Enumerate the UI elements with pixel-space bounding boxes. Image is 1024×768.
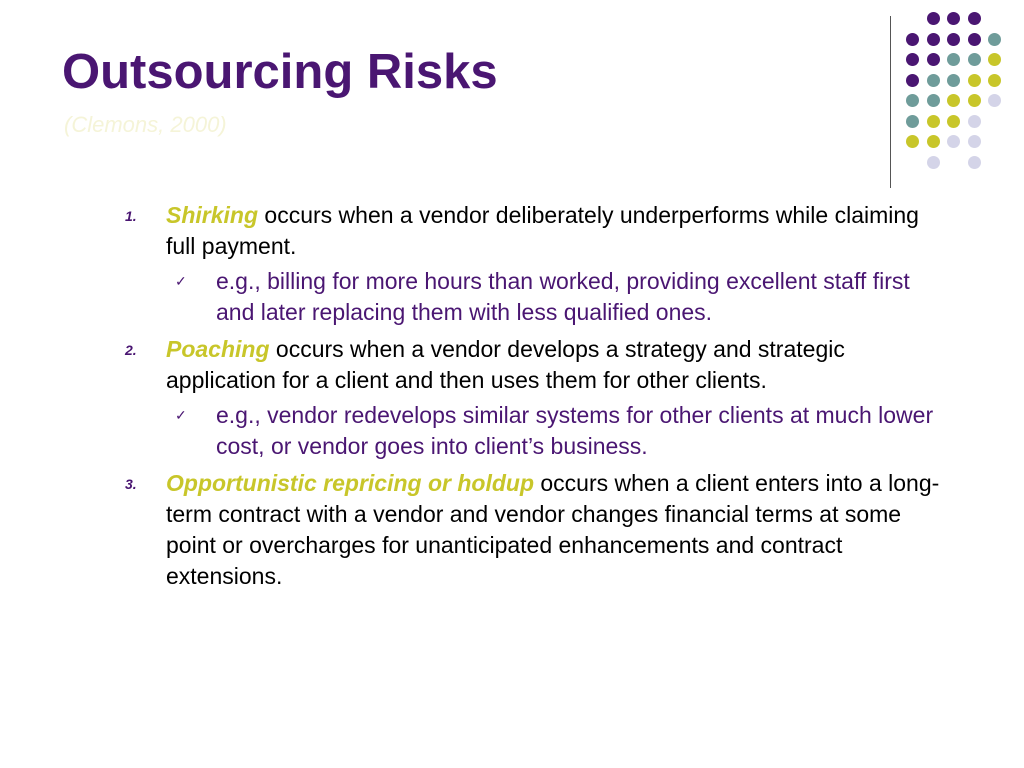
item-text: occurs when a vendor deliberately underperforms while claiming full payment. [166,202,919,259]
decorative-dot [927,53,940,66]
decorative-dot [947,135,960,148]
decorative-dot [947,115,960,128]
decorative-dot [906,53,919,66]
item-number: 1. [125,208,137,224]
decorative-dot [927,12,940,25]
item-number: 3. [125,476,137,492]
decorative-dot [968,156,981,169]
decorative-dot [906,33,919,46]
decorative-dot [947,12,960,25]
list-item [120,468,950,592]
item-term: Poaching [166,336,270,362]
list-item [120,334,950,396]
list-item [120,200,950,262]
decorative-dot [968,53,981,66]
decorative-dot [988,74,1001,87]
decorative-dot [968,33,981,46]
decorative-dot-grid [906,12,1016,167]
decorative-dot [927,94,940,107]
decorative-dot [906,74,919,87]
decorative-dot [968,94,981,107]
decorative-dot [906,94,919,107]
divider-line [890,16,891,188]
item-text: occurs when a client enters into a long-term contract with a vendor and vendor changes financial terms at some point or overcharges for unanticipated enhancements and contract extensions. [166,470,940,589]
checkmark-icon: ✓ [175,273,187,289]
decorative-dot [927,156,940,169]
example-item [120,266,950,328]
decorative-dot [906,115,919,128]
decorative-dot [927,115,940,128]
bullet-list [120,200,950,596]
decorative-dot [968,135,981,148]
example-text: e.g., billing for more hours than worked, providing excellent staff first and later replacing them with less qualified ones. [216,268,910,325]
decorative-dot [927,135,940,148]
slide-title: Outsourcing Risks [62,45,498,99]
item-text: occurs when a vendor develops a strategy and strategic application for a client and then uses them for other clients. [166,336,845,393]
decorative-dot [927,33,940,46]
decorative-dot [947,33,960,46]
decorative-dot [927,74,940,87]
decorative-dot [988,94,1001,107]
slide-subtitle: (Clemons, 2000) [64,112,227,137]
item-term: Opportunistic repricing or holdup [166,470,534,496]
item-number: 2. [125,342,137,358]
decorative-dot [947,53,960,66]
decorative-dot [968,115,981,128]
decorative-dot [968,12,981,25]
decorative-dot [947,94,960,107]
decorative-dot [947,74,960,87]
decorative-dot [906,135,919,148]
checkmark-icon: ✓ [175,407,187,423]
example-text: e.g., vendor redevelops similar systems for other clients at much lower cost, or vendor goes into client’s business. [216,402,934,459]
decorative-dot [968,74,981,87]
item-term: Shirking [166,202,259,228]
decorative-dot [988,33,1001,46]
example-item [120,400,950,462]
decorative-dot [988,53,1001,66]
